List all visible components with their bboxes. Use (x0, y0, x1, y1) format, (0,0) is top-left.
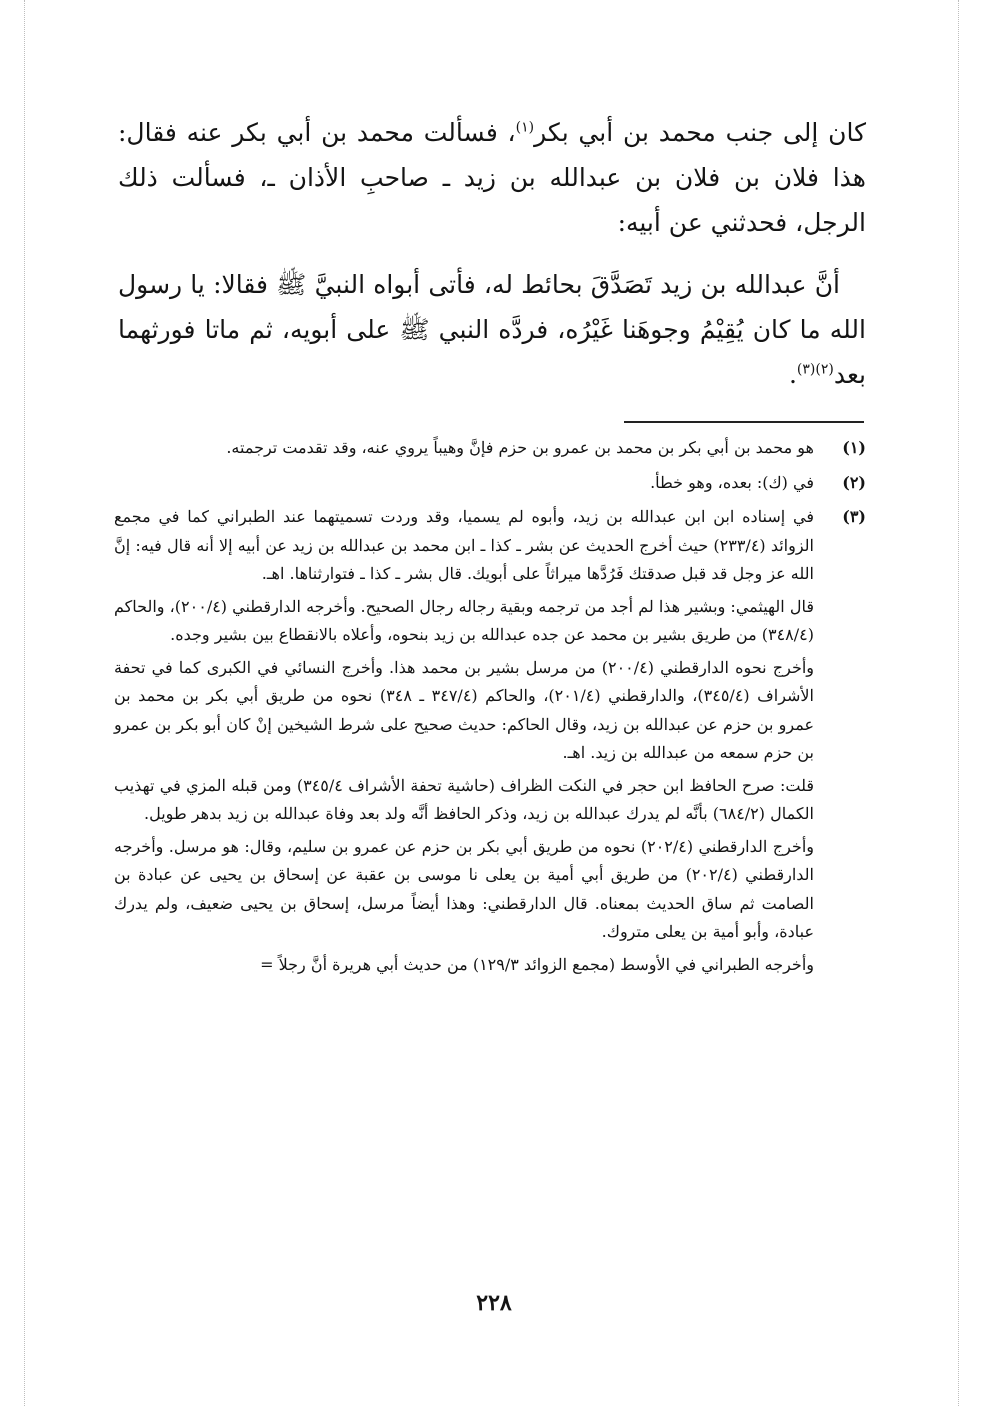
footnote-2 (114, 469, 866, 498)
page-number: ٢٢٨ (476, 1290, 512, 1316)
main-paragraph-1-end: ، فسألت محمد بن أبي بكر عنه فقال: هذا فلان بن فلان بن عبدالله بن زيد ـ صاحبِ الأذان ـ، فسألت ذلك الرجل، فحدثني عن أبيه: (118, 118, 866, 237)
main-text (118, 110, 866, 397)
footnote-paragraph: في (ك): بعده، وهو خطأ. (650, 472, 814, 492)
footnote-paragraph: في إسناده ابن ابن عبدالله بن زيد، وأبوه لم يسميا، وقد وردت تسميتهما عند الطبراني كما في مجمع الزوائد (٢٣٣/٤) حيث أخرج الحديث عن بشر ـ كذا ـ ابن محمد بن عبدالله بن زيد عن أبيه إلا أنه قال فيه: إنَّ الله عز وجل قد قبل صدقتك فَرُدَّها ميراثاً على أبويك. قال بشر ـ كذا ـ فتوارثناها. اهـ. (114, 507, 815, 583)
footnote-paragraph: قلت: صرح الحافظ ابن حجر في النكت الظراف (حاشية تحفة الأشراف ٣٤٥/٤) ومن قبله المزي في تهذيب الكمال (٦٨٤/٢) بأنَّه لم يدرك عبدالله بن زيد، وذكر الحافظ أنَّه ولد بعد وفاة عبدالله بن زيد بدهر طويل. (114, 775, 815, 823)
footnote-paragraph: قال الهيثمي: وبشير هذا لم أجد من ترجمه وبقية رجاله رجال الصحيح. وأخرجه الدارقطني (٢٠٠/٤)، والحاكم (٣٤٨/٤) من طريق بشير بن محمد عن جده عبدالله بن زيد بنحوه، وأعلاه بالانقطاع بين بشير وجده. (114, 596, 815, 644)
footnote-number: (١) (842, 438, 866, 457)
main-paragraph-2-end: . (788, 360, 797, 389)
footnote-number: (٣) (842, 507, 866, 526)
scan-edge-right (958, 0, 960, 1406)
footnote-paragraph: وأخرج الدارقطني (٢٠٢/٤) نحوه من طريق أبي بكر بن حزم عن عمرو بن سليم، وقال: هو مرسل. وأخرجه الدارقطني (٢٠٢/٤) من طريق أبي أمية بن يعلى نا موسى بن عقبة عن إسحاق بن يحيى عن عبادة بن الصامت ثم ساق الحديث بمعناه. قال الدارقطني: وهذا أيضاً مرسل، إسحاق بن يحيى ضعيف، ولم يدرك عبادة، وأبو أمية بن يعلى متروك. (114, 836, 814, 941)
footnotes (114, 434, 866, 985)
footnote-number: (٢) (842, 472, 866, 492)
footnote-3 (114, 503, 866, 979)
scan-edge-left (24, 0, 26, 1406)
main-paragraph-2-text: أنَّ عبدالله بن زيد تَصَدَّقَ بحائط له، فأتى أبواه النبيَّ ﷺ فقالا: يا رسول الله ما كان يُقِيْمُ وجوهَنا غَيْرُه، فردَّه النبي ﷺ على أبويه، ثم ماتا فورثهما بعد (118, 270, 866, 389)
footnote-ref-1[interactable]: (١) (515, 119, 535, 136)
footnote-ref-2-3[interactable]: (٢)(٣) (796, 361, 834, 378)
main-paragraph-1 (118, 110, 866, 245)
footnote-1 (114, 434, 866, 463)
footnote-paragraph: وأخرجه الطبراني في الأوسط (مجمع الزوائد ١٢٩/٣) من حديث أبي هريرة أنَّ رجلاً = (260, 954, 814, 974)
main-paragraph-1-start: كان إلى جنب محمد بن أبي بكر (534, 118, 866, 147)
footnote-paragraph: هو محمد بن أبي بكر بن محمد بن عمرو بن حزم فإنَّ وهيباً يروي عنه، وقد تقدمت ترجمته. (226, 438, 814, 457)
main-paragraph-2 (118, 262, 866, 397)
footnote-paragraph: وأخرج نحوه الدارقطني (٢٠٠/٤) من مرسل بشير بن محمد هذا. وأخرج النسائي في الكبرى كما في تحفة الأشراف (٣٤٥/٤)، والدارقطني (٢٠١/٤)، والحاكم (٣٤٧/٤ ـ ٣٤٨) نحوه من طريق أبي بكر بن محمد بن عمرو بن حزم عن عبدالله بن زيد، وقال الحاكم: حديث صحيح على شرط الشيخين إنْ كان أبو بكر بن عمرو بن حزم سمعه من عبدالله بن زيد. اهـ. (114, 657, 815, 762)
footnote-separator (624, 421, 864, 423)
